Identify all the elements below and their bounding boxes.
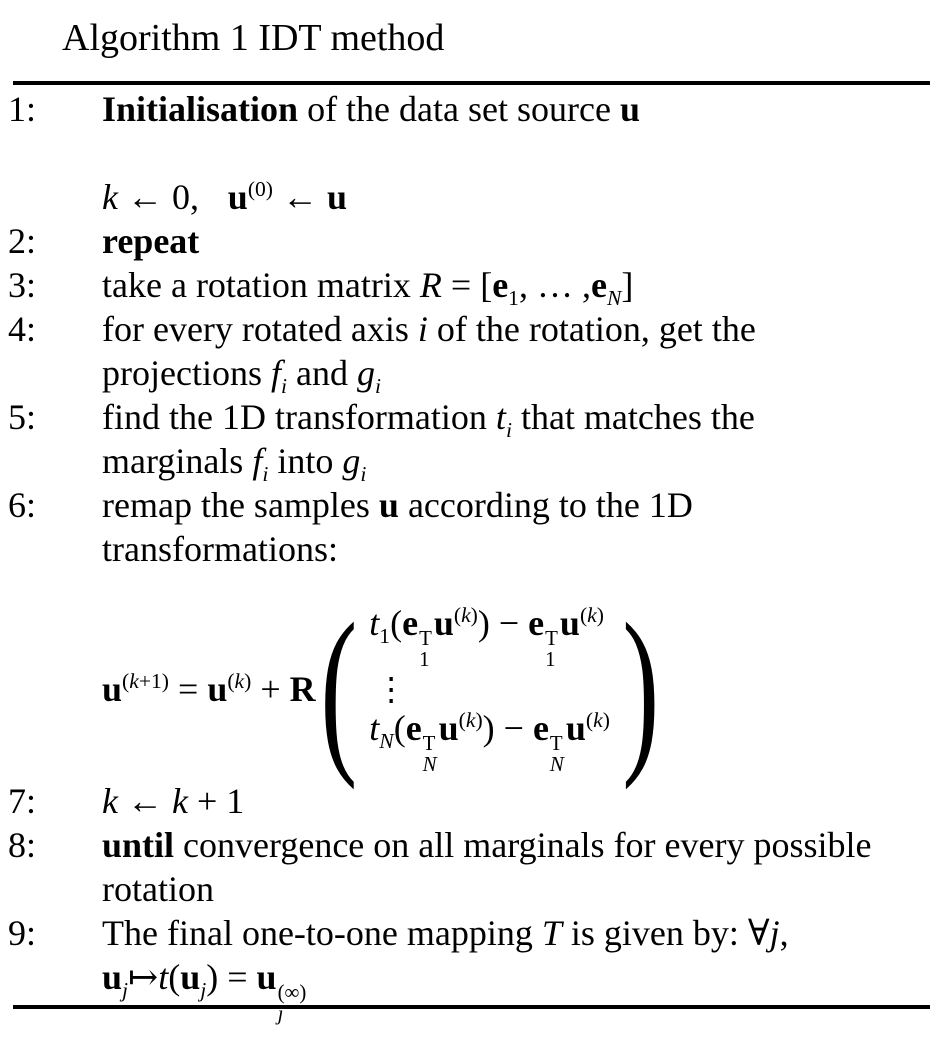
text-segment: e: [402, 603, 419, 643]
text-segment: u: [619, 89, 640, 129]
stacked-supsub: [423, 733, 437, 775]
algorithm-step-3: [0, 263, 952, 311]
step-number: 1:: [8, 89, 37, 129]
text-segment: T: [541, 913, 562, 953]
text-segment: R: [419, 265, 442, 305]
text-segment: i: [360, 462, 367, 487]
text-segment: k: [102, 781, 118, 821]
text-segment: repeat: [102, 221, 200, 261]
text-segment: according to the 1D: [398, 485, 693, 525]
sub-part: N: [422, 752, 437, 777]
text-segment: + 1: [187, 781, 245, 821]
step-line: [102, 483, 952, 527]
algorithm-step-9: [0, 911, 952, 1026]
text-segment: ): [596, 603, 604, 627]
text-segment: rotation: [102, 869, 214, 909]
text-segment: The final one-to-one mapping: [102, 913, 542, 953]
text-segment: (0): [247, 177, 273, 201]
text-segment: (: [458, 707, 466, 732]
stacked-supsub: [419, 628, 432, 670]
sub-part: N: [549, 752, 564, 777]
step-number: 9:: [8, 913, 37, 953]
text-segment: until: [102, 825, 175, 865]
text-segment: 1: [379, 624, 391, 649]
text-segment: t: [369, 707, 380, 748]
text-segment: (: [579, 603, 588, 627]
text-segment: i: [262, 462, 269, 487]
step-body: [102, 911, 952, 1026]
text-segment: ) −: [482, 707, 533, 748]
text-segment: , … ,: [518, 265, 591, 305]
step-line: [102, 87, 952, 131]
text-segment: transformations:: [102, 529, 338, 569]
step-line: [102, 351, 952, 399]
algorithm-step-1: [0, 87, 952, 219]
text-segment: u: [256, 957, 277, 997]
sub-part: j: [277, 1001, 284, 1026]
text-segment: u: [438, 707, 459, 748]
text-segment: for every rotated axis: [102, 309, 418, 349]
step-line: [102, 219, 952, 263]
step-body: [102, 823, 952, 911]
step-body: [102, 483, 952, 791]
algorithm-step-7: [0, 779, 952, 823]
algorithm-page: [0, 14, 952, 1046]
text-segment: (: [585, 707, 594, 732]
algorithm-title: Algorithm 1 IDT method: [62, 17, 445, 59]
text-segment: u: [559, 603, 580, 643]
step-line: [102, 823, 952, 867]
algorithm-steps: [0, 87, 952, 1026]
text-segment: (: [393, 707, 406, 748]
text-segment: t: [495, 397, 506, 437]
text-segment: e: [590, 265, 607, 305]
step-line: [102, 395, 952, 443]
stacked-supsub: [550, 733, 564, 775]
update-equation: [102, 586, 952, 791]
step-number: 8:: [8, 825, 37, 865]
text-segment: into: [268, 441, 343, 481]
text-segment: e: [405, 707, 422, 748]
text-segment: 1: [508, 286, 519, 311]
text-segment: u: [227, 177, 248, 217]
text-segment: ) −: [477, 603, 529, 643]
text-segment: k: [593, 707, 603, 732]
text-segment: e: [532, 707, 549, 748]
step-line: [102, 307, 952, 351]
step-number: 6:: [8, 485, 37, 525]
text-segment: k: [465, 707, 476, 732]
text-segment: ): [244, 669, 252, 693]
text-segment: +: [251, 669, 290, 709]
vector-row-first: [369, 603, 610, 670]
text-segment: ): [602, 707, 610, 732]
algorithm-step-5: [0, 395, 952, 487]
text-segment: g: [356, 353, 375, 393]
algorithm-step-6: [0, 483, 952, 791]
text-segment: R: [289, 669, 316, 709]
text-segment: e: [528, 603, 545, 643]
text-segment: i: [417, 309, 428, 349]
text-segment: e: [492, 265, 509, 305]
text-segment: and: [286, 353, 357, 393]
algorithm-step-8: [0, 823, 952, 911]
text-segment: (: [122, 669, 130, 693]
step-line: [102, 955, 952, 1026]
step-number: 4:: [8, 309, 37, 349]
text-segment: u: [378, 485, 399, 525]
text-segment: k: [129, 669, 139, 693]
close-paren-icon: ): [622, 586, 660, 791]
algorithm-step-4: [0, 307, 952, 399]
text-segment: N: [606, 286, 622, 311]
sup-part: T: [545, 626, 558, 651]
text-segment: convergence on all marginals for every possible: [174, 825, 872, 865]
text-segment: N: [379, 729, 394, 753]
vector-row-last: [369, 708, 610, 775]
step-body: [102, 219, 952, 263]
text-segment: ↦: [128, 957, 159, 997]
text-segment: marginals: [102, 441, 253, 481]
text-segment: g: [342, 441, 361, 481]
text-segment: u: [180, 957, 201, 997]
text-segment: k: [587, 603, 597, 627]
step-line: [102, 439, 952, 487]
text-segment: u: [207, 669, 228, 709]
text-segment: ← 0,: [117, 177, 199, 217]
bottom-rule: [13, 1005, 930, 1009]
text-segment: (: [227, 669, 235, 693]
text-segment: Initialisation: [102, 89, 299, 129]
text-segment: is given by: ∀: [561, 913, 770, 953]
text-segment: remap the samples: [102, 485, 379, 525]
text-segment: k: [461, 603, 471, 627]
text-segment: j: [200, 978, 207, 1003]
text-segment: that matches the: [511, 397, 755, 437]
text-segment: u: [102, 669, 123, 709]
step-line: [102, 911, 952, 955]
step-number: 3:: [8, 265, 37, 305]
step-body: [102, 395, 952, 487]
step-number: 2:: [8, 221, 37, 261]
sub-part: 1: [545, 647, 556, 672]
text-segment: = [: [441, 265, 493, 305]
algorithm-step-2: [0, 219, 952, 263]
top-rule: [13, 81, 930, 85]
text-segment: i: [374, 374, 381, 399]
text-segment: t: [158, 957, 169, 997]
text-segment: of the rotation, get the: [427, 309, 756, 349]
sup-part: (∞): [277, 980, 307, 1005]
step-line: [102, 131, 952, 175]
step-line: [102, 867, 952, 911]
text-segment: f: [252, 441, 263, 481]
text-segment: ←: [273, 177, 327, 217]
step-body: [102, 779, 952, 823]
step-line: [102, 779, 952, 823]
open-paren-icon: (: [319, 586, 357, 791]
step-body: [102, 87, 952, 219]
text-segment: of the data set source: [298, 89, 620, 129]
stacked-supsub: [545, 628, 558, 670]
sup-part: T: [549, 731, 563, 756]
step-line: [102, 263, 952, 311]
text-segment: j: [122, 978, 129, 1003]
stacked-supsub: [278, 982, 307, 1024]
text-segment: i: [505, 418, 512, 443]
step-body: [102, 307, 952, 399]
text-segment: k: [102, 177, 118, 217]
text-segment: k: [171, 781, 188, 821]
text-segment: find the 1D transformation: [102, 397, 496, 437]
text-segment: ): [475, 707, 483, 732]
text-segment: take a rotation matrix: [102, 265, 420, 305]
text-segment: +1): [138, 669, 169, 693]
vertical-dots-icon: ⋮: [375, 670, 408, 708]
text-segment: ←: [117, 781, 172, 821]
text-segment: =: [169, 669, 208, 709]
text-segment: ): [470, 603, 478, 627]
text-segment: t: [369, 603, 380, 643]
sup-part: T: [422, 731, 436, 756]
text-segment: ]: [621, 265, 634, 305]
step-line: [102, 527, 952, 571]
text-segment: u: [327, 177, 348, 217]
step-body: [102, 263, 952, 311]
text-segment: u: [565, 707, 586, 748]
text-segment: u: [102, 957, 123, 997]
text-segment: (: [168, 957, 181, 997]
text-segment: ) =: [206, 957, 257, 997]
text-segment: k: [234, 669, 245, 693]
step-line: [102, 175, 952, 219]
sub-part: 1: [419, 647, 430, 672]
sup-part: T: [419, 626, 432, 651]
text-segment: u: [433, 603, 454, 643]
text-segment: projections: [102, 353, 271, 393]
text-segment: j: [769, 913, 780, 953]
text-segment: ,: [779, 913, 789, 953]
vector-rows: [363, 603, 616, 775]
step-number: 5:: [8, 397, 37, 437]
equation-lhs: [102, 668, 316, 710]
text-segment: i: [280, 374, 287, 399]
text-segment: (: [390, 603, 403, 643]
step-number: 7:: [8, 781, 37, 821]
text-segment: (: [453, 603, 462, 627]
text-segment: f: [270, 353, 281, 393]
